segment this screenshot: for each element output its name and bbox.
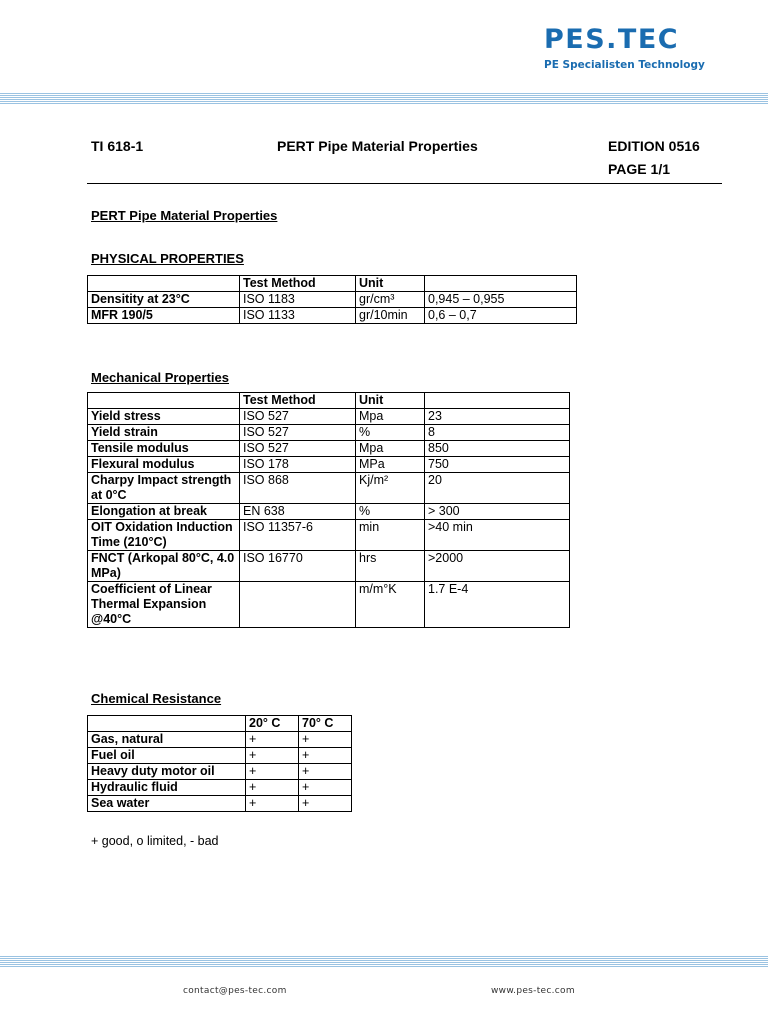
unit: % — [356, 425, 425, 441]
test-method: ISO 527 — [240, 441, 356, 457]
unit: MPa — [356, 457, 425, 473]
property-name: OIT Oxidation Induction Time (210°C) — [88, 520, 240, 551]
property-name: Charpy Impact strength at 0°C — [88, 473, 240, 504]
medium-name: Sea water — [88, 796, 246, 812]
mechanical-properties-table — [87, 392, 570, 628]
property-name: FNCT (Arkopal 80°C, 4.0 MPa) — [88, 551, 240, 582]
rating-20c: + — [246, 780, 299, 796]
rating-20c: + — [246, 764, 299, 780]
unit: m/m°K — [356, 582, 425, 628]
unit: gr/cm³ — [356, 292, 425, 308]
rating-20c: + — [246, 732, 299, 748]
rating-20c: + — [246, 796, 299, 812]
page-label: PAGE 1/1 — [608, 161, 670, 177]
unit: Mpa — [356, 409, 425, 425]
table-row — [88, 582, 570, 628]
medium-name: Fuel oil — [88, 748, 246, 764]
column-header: Test Method — [240, 276, 356, 292]
header-stripes — [0, 93, 768, 105]
value: 1.7 E-4 — [425, 582, 570, 628]
unit: Kj/m² — [356, 473, 425, 504]
table-header-row — [88, 393, 570, 409]
property-name: Coefficient of Linear Thermal Expansion @40°C — [88, 582, 240, 628]
footer-stripes — [0, 956, 768, 968]
unit: hrs — [356, 551, 425, 582]
test-method: ISO 527 — [240, 425, 356, 441]
table-row — [88, 520, 570, 551]
rating-70c: + — [299, 748, 352, 764]
column-header: Unit — [356, 393, 425, 409]
value: >40 min — [425, 520, 570, 551]
unit: % — [356, 504, 425, 520]
value: 20 — [425, 473, 570, 504]
header-divider — [87, 183, 722, 184]
medium-name: Hydraulic fluid — [88, 780, 246, 796]
rating-70c: + — [299, 780, 352, 796]
logo-tagline: PE Specialisten Technology — [544, 59, 705, 71]
column-header: 70° C — [299, 716, 352, 732]
mechanical-properties-title: Mechanical Properties — [91, 370, 229, 385]
edition-label: EDITION 0516 — [608, 138, 700, 154]
value: 23 — [425, 409, 570, 425]
table-row — [88, 748, 352, 764]
table-row — [88, 796, 352, 812]
table-row — [88, 504, 570, 520]
column-header — [88, 276, 240, 292]
document-title: PERT Pipe Material Properties — [91, 208, 278, 223]
value: > 300 — [425, 504, 570, 520]
rating-70c: + — [299, 764, 352, 780]
column-header: Test Method — [240, 393, 356, 409]
column-header — [88, 393, 240, 409]
test-method: ISO 868 — [240, 473, 356, 504]
physical-properties-table — [87, 275, 577, 324]
value: 850 — [425, 441, 570, 457]
company-logo — [544, 24, 705, 72]
property-name: Densitity at 23°C — [88, 292, 240, 308]
table-row — [88, 308, 577, 324]
column-header: 20° C — [246, 716, 299, 732]
unit: Mpa — [356, 441, 425, 457]
document-id: TI 618-1 — [91, 138, 144, 154]
column-header: Unit — [356, 276, 425, 292]
value: 8 — [425, 425, 570, 441]
rating-20c: + — [246, 748, 299, 764]
column-header — [88, 716, 246, 732]
value: 0,945 – 0,955 — [425, 292, 577, 308]
value: 0,6 – 0,7 — [425, 308, 577, 324]
test-method: ISO 1133 — [240, 308, 356, 324]
test-method: ISO 11357-6 — [240, 520, 356, 551]
table-row — [88, 425, 570, 441]
property-name: Elongation at break — [88, 504, 240, 520]
table-header-row — [88, 276, 577, 292]
property-name: Yield stress — [88, 409, 240, 425]
table-row — [88, 780, 352, 796]
column-header — [425, 276, 577, 292]
table-row — [88, 764, 352, 780]
rating-legend-note: + good, o limited, - bad — [91, 834, 219, 848]
medium-name: Gas, natural — [88, 732, 246, 748]
table-row — [88, 457, 570, 473]
test-method — [240, 582, 356, 628]
value: >2000 — [425, 551, 570, 582]
footer-website: www.pes-tec.com — [491, 986, 575, 996]
property-name: Flexural modulus — [88, 457, 240, 473]
physical-properties-title: PHYSICAL PROPERTIES — [91, 251, 244, 266]
footer-email: contact@pes-tec.com — [183, 986, 287, 996]
rating-70c: + — [299, 732, 352, 748]
table-row — [88, 473, 570, 504]
test-method: ISO 1183 — [240, 292, 356, 308]
unit: min — [356, 520, 425, 551]
test-method: ISO 527 — [240, 409, 356, 425]
table-row — [88, 292, 577, 308]
unit: gr/10min — [356, 308, 425, 324]
rating-70c: + — [299, 796, 352, 812]
medium-name: Heavy duty motor oil — [88, 764, 246, 780]
property-name: MFR 190/5 — [88, 308, 240, 324]
test-method: ISO 178 — [240, 457, 356, 473]
chemical-resistance-table — [87, 715, 352, 812]
table-row — [88, 551, 570, 582]
table-row — [88, 732, 352, 748]
property-name: Tensile modulus — [88, 441, 240, 457]
chemical-resistance-title: Chemical Resistance — [91, 691, 222, 706]
table-row — [88, 441, 570, 457]
property-name: Yield strain — [88, 425, 240, 441]
test-method: ISO 16770 — [240, 551, 356, 582]
header-title: PERT Pipe Material Properties — [277, 138, 478, 154]
logo-name: PES.TEC — [544, 24, 680, 55]
column-header — [425, 393, 570, 409]
test-method: EN 638 — [240, 504, 356, 520]
table-header-row — [88, 716, 352, 732]
value: 750 — [425, 457, 570, 473]
table-row — [88, 409, 570, 425]
